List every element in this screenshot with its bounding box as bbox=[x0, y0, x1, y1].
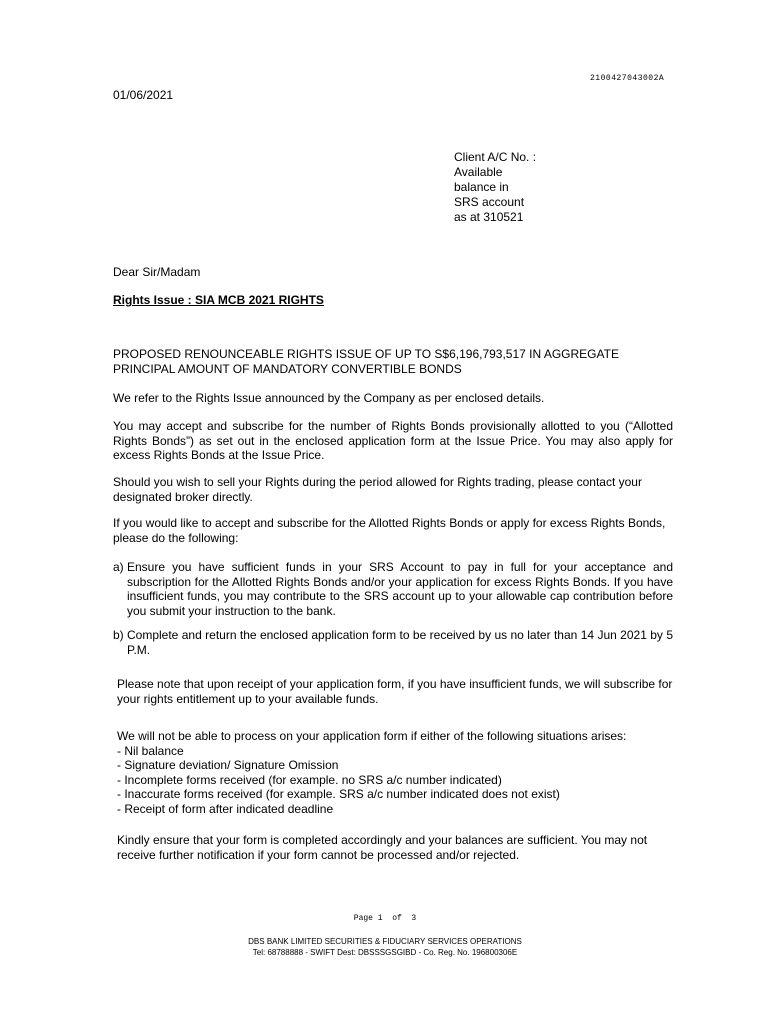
situation-item: - Inaccurate forms received (for example. SRS a/c number indicated does not exist) bbox=[117, 787, 560, 802]
client-info-line: SRS account bbox=[454, 195, 525, 209]
list-marker: b) bbox=[113, 628, 124, 642]
situation-item: - Nil balance bbox=[117, 743, 184, 758]
paragraph-sell-rights: Should you wish to sell your Rights during the period allowed for Rights trading, please contact your designated broker directly. bbox=[113, 475, 642, 504]
footer-contact: Tel: 68788888 - SWIFT Dest: DBSSSGSGIBD - Co. Reg. No. 196800306E bbox=[252, 948, 518, 957]
client-info-line: balance in bbox=[454, 180, 509, 194]
list-marker: a) bbox=[113, 560, 124, 574]
client-info-block bbox=[454, 150, 536, 225]
paragraph-insufficient-funds: Please note that upon receipt of your application form, if you have insufficient funds, we will subscribe for your rights entitlement up to your available funds. bbox=[117, 677, 673, 706]
client-info-line: Available bbox=[454, 165, 503, 179]
proposal-heading: PROPOSED RENOUNCEABLE RIGHTS ISSUE OF UP TO S$6,196,793,517 IN AGGREGATE PRINCIPAL AMOUNT OF MANDATORY CONVERTIBLE BONDS bbox=[113, 347, 619, 376]
client-account-label: Client A/C No. : bbox=[454, 150, 537, 164]
situation-item: - Signature deviation/ Signature Omission bbox=[117, 758, 339, 773]
paragraph-closing: Kindly ensure that your form is completed accordingly and your balances are sufficient. You may not receive further notification if your form cannot be processed and/or rejected. bbox=[117, 833, 648, 862]
client-info-line: as at 310521 bbox=[454, 210, 524, 224]
page-indicator: Page 1 of 3 bbox=[353, 914, 417, 923]
list-item bbox=[113, 628, 673, 657]
footer bbox=[0, 936, 770, 958]
list-item bbox=[113, 560, 673, 618]
paragraph-allotment: You may accept and subscribe for the number of Rights Bonds provisionally allotted to you (“Allotted Rights Bonds”) as set out in the enclosed application form at the Issue Price. You may also apply for excess Rights Bonds at the Issue Price. bbox=[113, 419, 673, 463]
list-item-text: Complete and return the enclosed application form to be received by us no later than 14 Jun 2021 by 5 P.M. bbox=[127, 628, 673, 657]
situations-intro: We will not be able to process on your application form if either of the following situations arises: bbox=[117, 729, 627, 743]
list-item-text: Ensure you have sufficient funds in your SRS Account to pay in full for your acceptance and subscription for the Allotted Rights Bonds and/or your application for excess Rights Bonds. If you have insufficient funds, you may contribute to the SRS account up to your allowable cap contribution before you submit your instruction to the bank. bbox=[127, 560, 673, 618]
subject-line: Rights Issue : SIA MCB 2021 RIGHTS bbox=[113, 293, 324, 307]
footer-company: DBS BANK LIMITED SECURITIES & FIDUCIARY SERVICES OPERATIONS bbox=[248, 937, 522, 946]
paragraph-intro: We refer to the Rights Issue announced by the Company as per enclosed details. bbox=[113, 391, 545, 405]
letter-date: 01/06/2021 bbox=[113, 88, 174, 102]
situation-item: - Incomplete forms received (for example. no SRS a/c number indicated) bbox=[117, 772, 502, 787]
paragraph-instructions: If you would like to accept and subscribe for the Allotted Rights Bonds or apply for excess Rights Bonds, please do the following: bbox=[113, 516, 666, 545]
situations-block bbox=[117, 729, 673, 817]
situation-item: - Receipt of form after indicated deadline bbox=[117, 801, 334, 816]
document-reference-number: 2100427043002A bbox=[590, 74, 665, 83]
salutation: Dear Sir/Madam bbox=[113, 265, 201, 279]
